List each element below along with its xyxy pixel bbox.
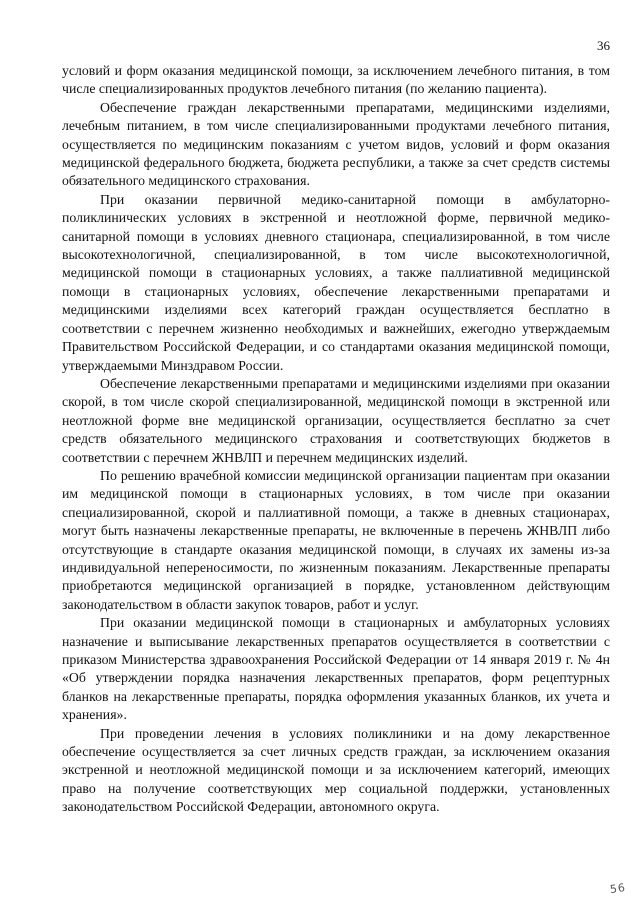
document-body xyxy=(62,62,610,817)
page-number: 36 xyxy=(597,38,610,53)
paragraph-medical-commission: По решению врачебной комиссии медицинской организации пациентам при оказании им медицинской помощи в стационарных условиях, в том числе при оказании специализированной, скорой и паллиативной помощи, а также в дневных стационарах, могут быть назначены лекарственные препараты, не включенные в перечень ЖНВЛП либо отсутствующие в стандарте оказания медицинской помощи, в случаях их замены из-за индивидуальной непереносимости, по жизненным показаниям. Лекарственные препараты приобретаются медицинской организацией в порядке, установленном действующим законодательством в области закупок товаров, работ и услуг. xyxy=(62,467,610,612)
paragraph-medication-provision: Обеспечение граждан лекарственными препаратами, медицинскими изделиями, лечебным питанием, в том числе специализированными продуктами лечебного питания, осуществляется по медицинским показаниям с учетом видов, условий и форм оказания медицинской федерального бюджета, бюджета республики, а также за счет средств системы обязательного медицинского страхования. xyxy=(62,99,610,189)
paragraph-outpatient-home: При проведении лечения в условиях поликлиники и на дому лекарственное обеспечение осуществляется за счет личных средств граждан, за исключением оказания экстренной и неотложной медицинской помощи и за исключением категорий, имеющих право на получение соответствующих мер социальной поддержки, установленных законодательством Российской Федерации, автономного округа. xyxy=(62,725,610,815)
paragraph-continuation: условий и форм оказания медицинской помощи, за исключением лечебного питания, в том числе специализированных продуктов лечебного питания (по желанию пациента). xyxy=(62,63,610,97)
handwritten-page-mark: 56 xyxy=(609,880,627,897)
paragraph-prescription-order: При оказании медицинской помощи в стационарных и амбулаторных условиях назначение и выписывание лекарственных препаратов осуществляется в соответствии с приказом Министерства здравоохранения Российской Федерации от 14 января 2019 г. № 4н «Об утверждении порядка назначения лекарственных препаратов, форм рецептурных бланков на лекарственные препараты, порядка оформления указанных бланков, их учета и хранения». xyxy=(62,615,610,723)
paragraph-emergency-care: Обеспечение лекарственными препаратами и медицинскими изделиями при оказании скорой, в том числе скорой специализированной, медицинской помощи в экстренной или неотложной форме вне медицинской организации, осуществляется бесплатно за счет средств обязательного медицинского страхования и соответствующих бюджетов в соответствии с перечнем ЖНВЛП и перечнем медицинских изделий. xyxy=(62,375,610,465)
paragraph-primary-care: При оказании первичной медико-санитарной помощи в амбулаторно- поликлинических условиях в экстренной и неотложной форме, первичной медико- санитарной помощи в условиях дневного стационара, специализированной, в том числе высокотехнологичной, специализированной, в том числе высокотехнологичной, медицинской помощи в стационарных условиях, а также паллиативной медицинской помощи в стационарных условиях, обеспечение лекарственными препаратами и медицинскими изделиями всех категорий граждан осуществляется бесплатно в соответствии с перечнем жизненно необходимых и важнейших, ежегодно утверждаемым Правительством Российской Федерации, и со стандартами оказания медицинской помощи, утверждаемыми Минздравом России. xyxy=(62,191,610,373)
